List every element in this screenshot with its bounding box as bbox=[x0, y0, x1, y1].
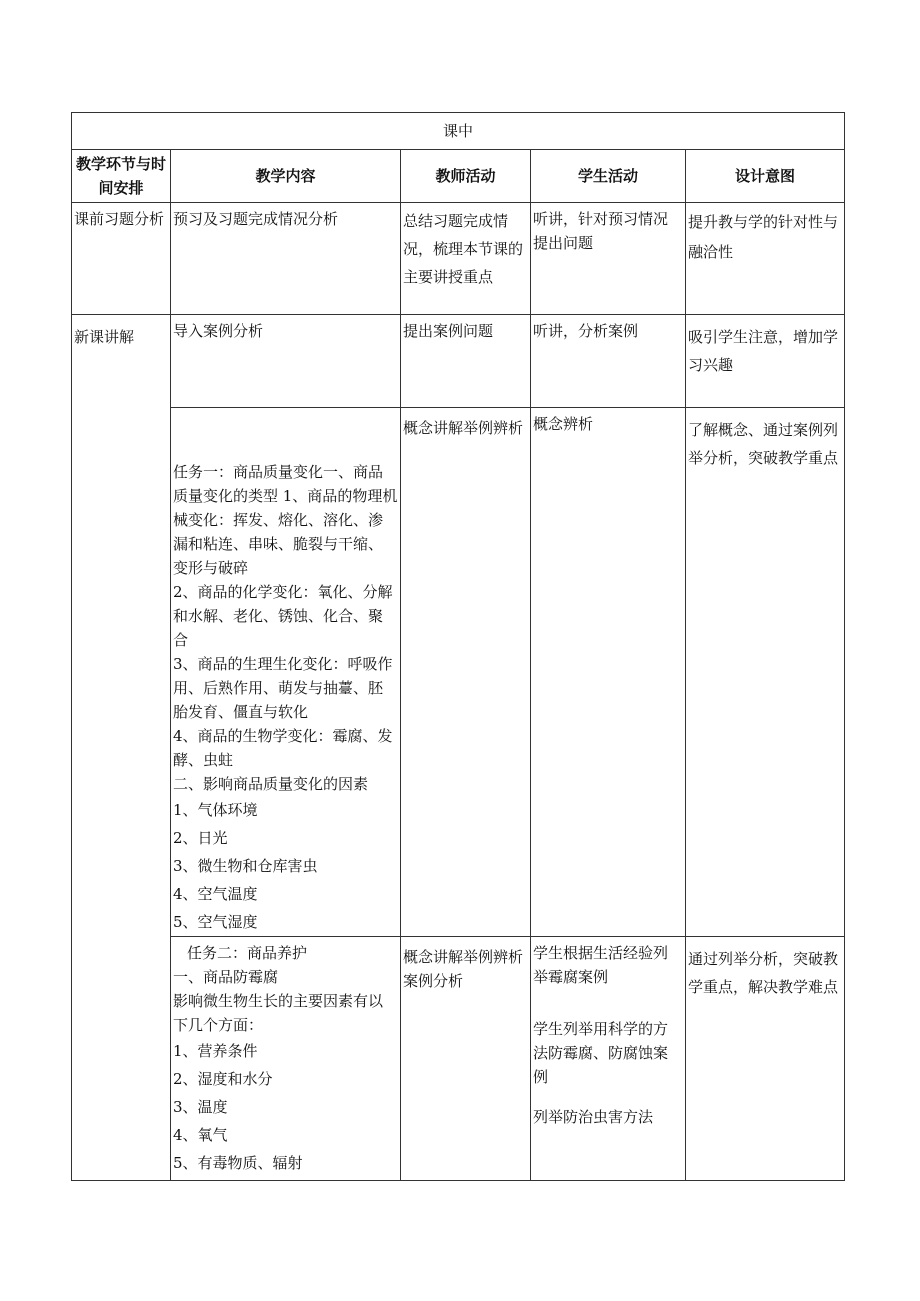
content-cell bbox=[171, 937, 401, 1181]
table-title: 课中 bbox=[72, 113, 845, 150]
stage-text: 课前习题分析 bbox=[74, 210, 165, 228]
teacher-line: 总结习题完成情 bbox=[403, 212, 509, 230]
content-line: 质量变化的类型 1、商品的物理机 bbox=[173, 487, 398, 505]
content-line: 影响微生物生长的主要因素有以 bbox=[173, 992, 384, 1010]
stage-text: 新课讲解 bbox=[74, 328, 135, 346]
content-line: 二、影响商品质量变化的因素 bbox=[173, 775, 369, 793]
student-line: 听讲，分析案例 bbox=[533, 322, 639, 340]
lesson-plan-table bbox=[71, 112, 845, 1181]
student-cell bbox=[531, 315, 686, 408]
stage-cell bbox=[72, 203, 171, 315]
content-line: 变形与破碎 bbox=[173, 559, 249, 577]
spacer bbox=[533, 989, 683, 1017]
content-line: 合 bbox=[173, 631, 189, 649]
header-teacher: 教师活动 bbox=[401, 150, 531, 203]
teacher-cell bbox=[401, 203, 531, 315]
teacher-line: 主要讲授重点 bbox=[403, 268, 494, 286]
content-line: 5、空气湿度 bbox=[173, 913, 258, 931]
student-line: 提出问题 bbox=[533, 234, 594, 252]
stage-cell bbox=[72, 315, 171, 1181]
student-line: 学生列举用科学的方 bbox=[533, 1020, 669, 1038]
intent-line: 通过列举分析，突破教 bbox=[688, 950, 839, 968]
student-line: 听讲，针对预习情况 bbox=[533, 210, 669, 228]
content-line: 和水解、老化、锈蚀、化合、聚 bbox=[173, 607, 384, 625]
spacer bbox=[533, 1089, 683, 1105]
table-row bbox=[72, 408, 845, 937]
teacher-line: 案例分析 bbox=[403, 972, 464, 990]
intent-line: 融洽性 bbox=[688, 243, 734, 261]
content-line: 预习及习题完成情况分析 bbox=[173, 210, 339, 228]
content-line: 2、湿度和水分 bbox=[173, 1070, 273, 1088]
content-line: 3、商品的生理生化变化：呼吸作 bbox=[173, 655, 393, 673]
table-row bbox=[72, 937, 845, 1181]
content-line: 1、气体环境 bbox=[173, 801, 258, 819]
intent-line: 举分析，突破教学重点 bbox=[688, 449, 839, 467]
content-line: 任务二：商品养护 bbox=[187, 944, 308, 962]
content-line: 2、商品的化学变化：氧化、分解 bbox=[173, 583, 393, 601]
student-line: 例 bbox=[533, 1068, 549, 1086]
intent-cell bbox=[686, 315, 845, 408]
content-line: 4、氧气 bbox=[173, 1126, 228, 1144]
content-cell bbox=[171, 203, 401, 315]
student-cell bbox=[531, 937, 686, 1181]
content-line: 漏和粘连、串味、脆裂与干缩、 bbox=[173, 535, 384, 553]
intent-line: 提升教与学的针对性与 bbox=[688, 213, 839, 231]
content-line: 4、空气温度 bbox=[173, 885, 258, 903]
student-cell bbox=[531, 408, 686, 937]
teacher-line: 概念讲解举例辨析 bbox=[403, 948, 524, 966]
table-row bbox=[72, 203, 845, 315]
student-line: 概念辨析 bbox=[533, 415, 594, 433]
teacher-line: 概念讲解举例辨析 bbox=[403, 419, 524, 437]
content-line: 胎发育、僵直与软化 bbox=[173, 703, 309, 721]
content-line: 下几个方面： bbox=[173, 1016, 264, 1034]
intent-line: 学重点，解决教学难点 bbox=[688, 978, 839, 996]
student-line: 学生根据生活经验列 bbox=[533, 944, 669, 962]
student-line: 法防霉腐、防腐蚀案 bbox=[533, 1044, 669, 1062]
table-row bbox=[72, 315, 845, 408]
content-line: 用、后熟作用、萌发与抽薹、胚 bbox=[173, 679, 384, 697]
header-stage: 教学环节与时间安排 bbox=[72, 150, 171, 203]
teacher-cell bbox=[401, 315, 531, 408]
content-line: 械变化：挥发、熔化、溶化、渗 bbox=[173, 511, 384, 529]
intent-cell bbox=[686, 937, 845, 1181]
intent-cell bbox=[686, 203, 845, 315]
teacher-line: 提出案例问题 bbox=[403, 322, 494, 340]
student-line: 列举防治虫害方法 bbox=[533, 1108, 654, 1126]
teacher-cell bbox=[401, 937, 531, 1181]
intent-line: 习兴趣 bbox=[688, 356, 734, 374]
student-line: 举霉腐案例 bbox=[533, 968, 609, 986]
content-line: 4、商品的生物学变化：霉腐、发 bbox=[173, 727, 393, 745]
teacher-line: 况，梳理本节课的 bbox=[403, 240, 524, 258]
header-student: 学生活动 bbox=[531, 150, 686, 203]
student-cell bbox=[531, 203, 686, 315]
content-line: 导入案例分析 bbox=[173, 322, 264, 340]
intent-line: 吸引学生注意，增加学 bbox=[688, 328, 839, 346]
content-line: 1、营养条件 bbox=[173, 1042, 258, 1060]
header-intent: 设计意图 bbox=[686, 150, 845, 203]
header-content: 教学内容 bbox=[171, 150, 401, 203]
content-line: 任务一：商品质量变化一、商品 bbox=[173, 463, 384, 481]
intent-cell bbox=[686, 408, 845, 937]
content-line: 酵、虫蛀 bbox=[173, 751, 234, 769]
content-line: 5、有毒物质、辐射 bbox=[173, 1154, 303, 1172]
content-line: 2、日光 bbox=[173, 829, 228, 847]
intent-line: 了解概念、通过案例列 bbox=[688, 421, 839, 439]
content-line: 3、微生物和仓库害虫 bbox=[173, 857, 318, 875]
content-line: 一、商品防霉腐 bbox=[173, 968, 279, 986]
content-cell bbox=[171, 315, 401, 408]
content-line: 3、温度 bbox=[173, 1098, 228, 1116]
teacher-cell bbox=[401, 408, 531, 937]
content-cell bbox=[171, 408, 401, 937]
